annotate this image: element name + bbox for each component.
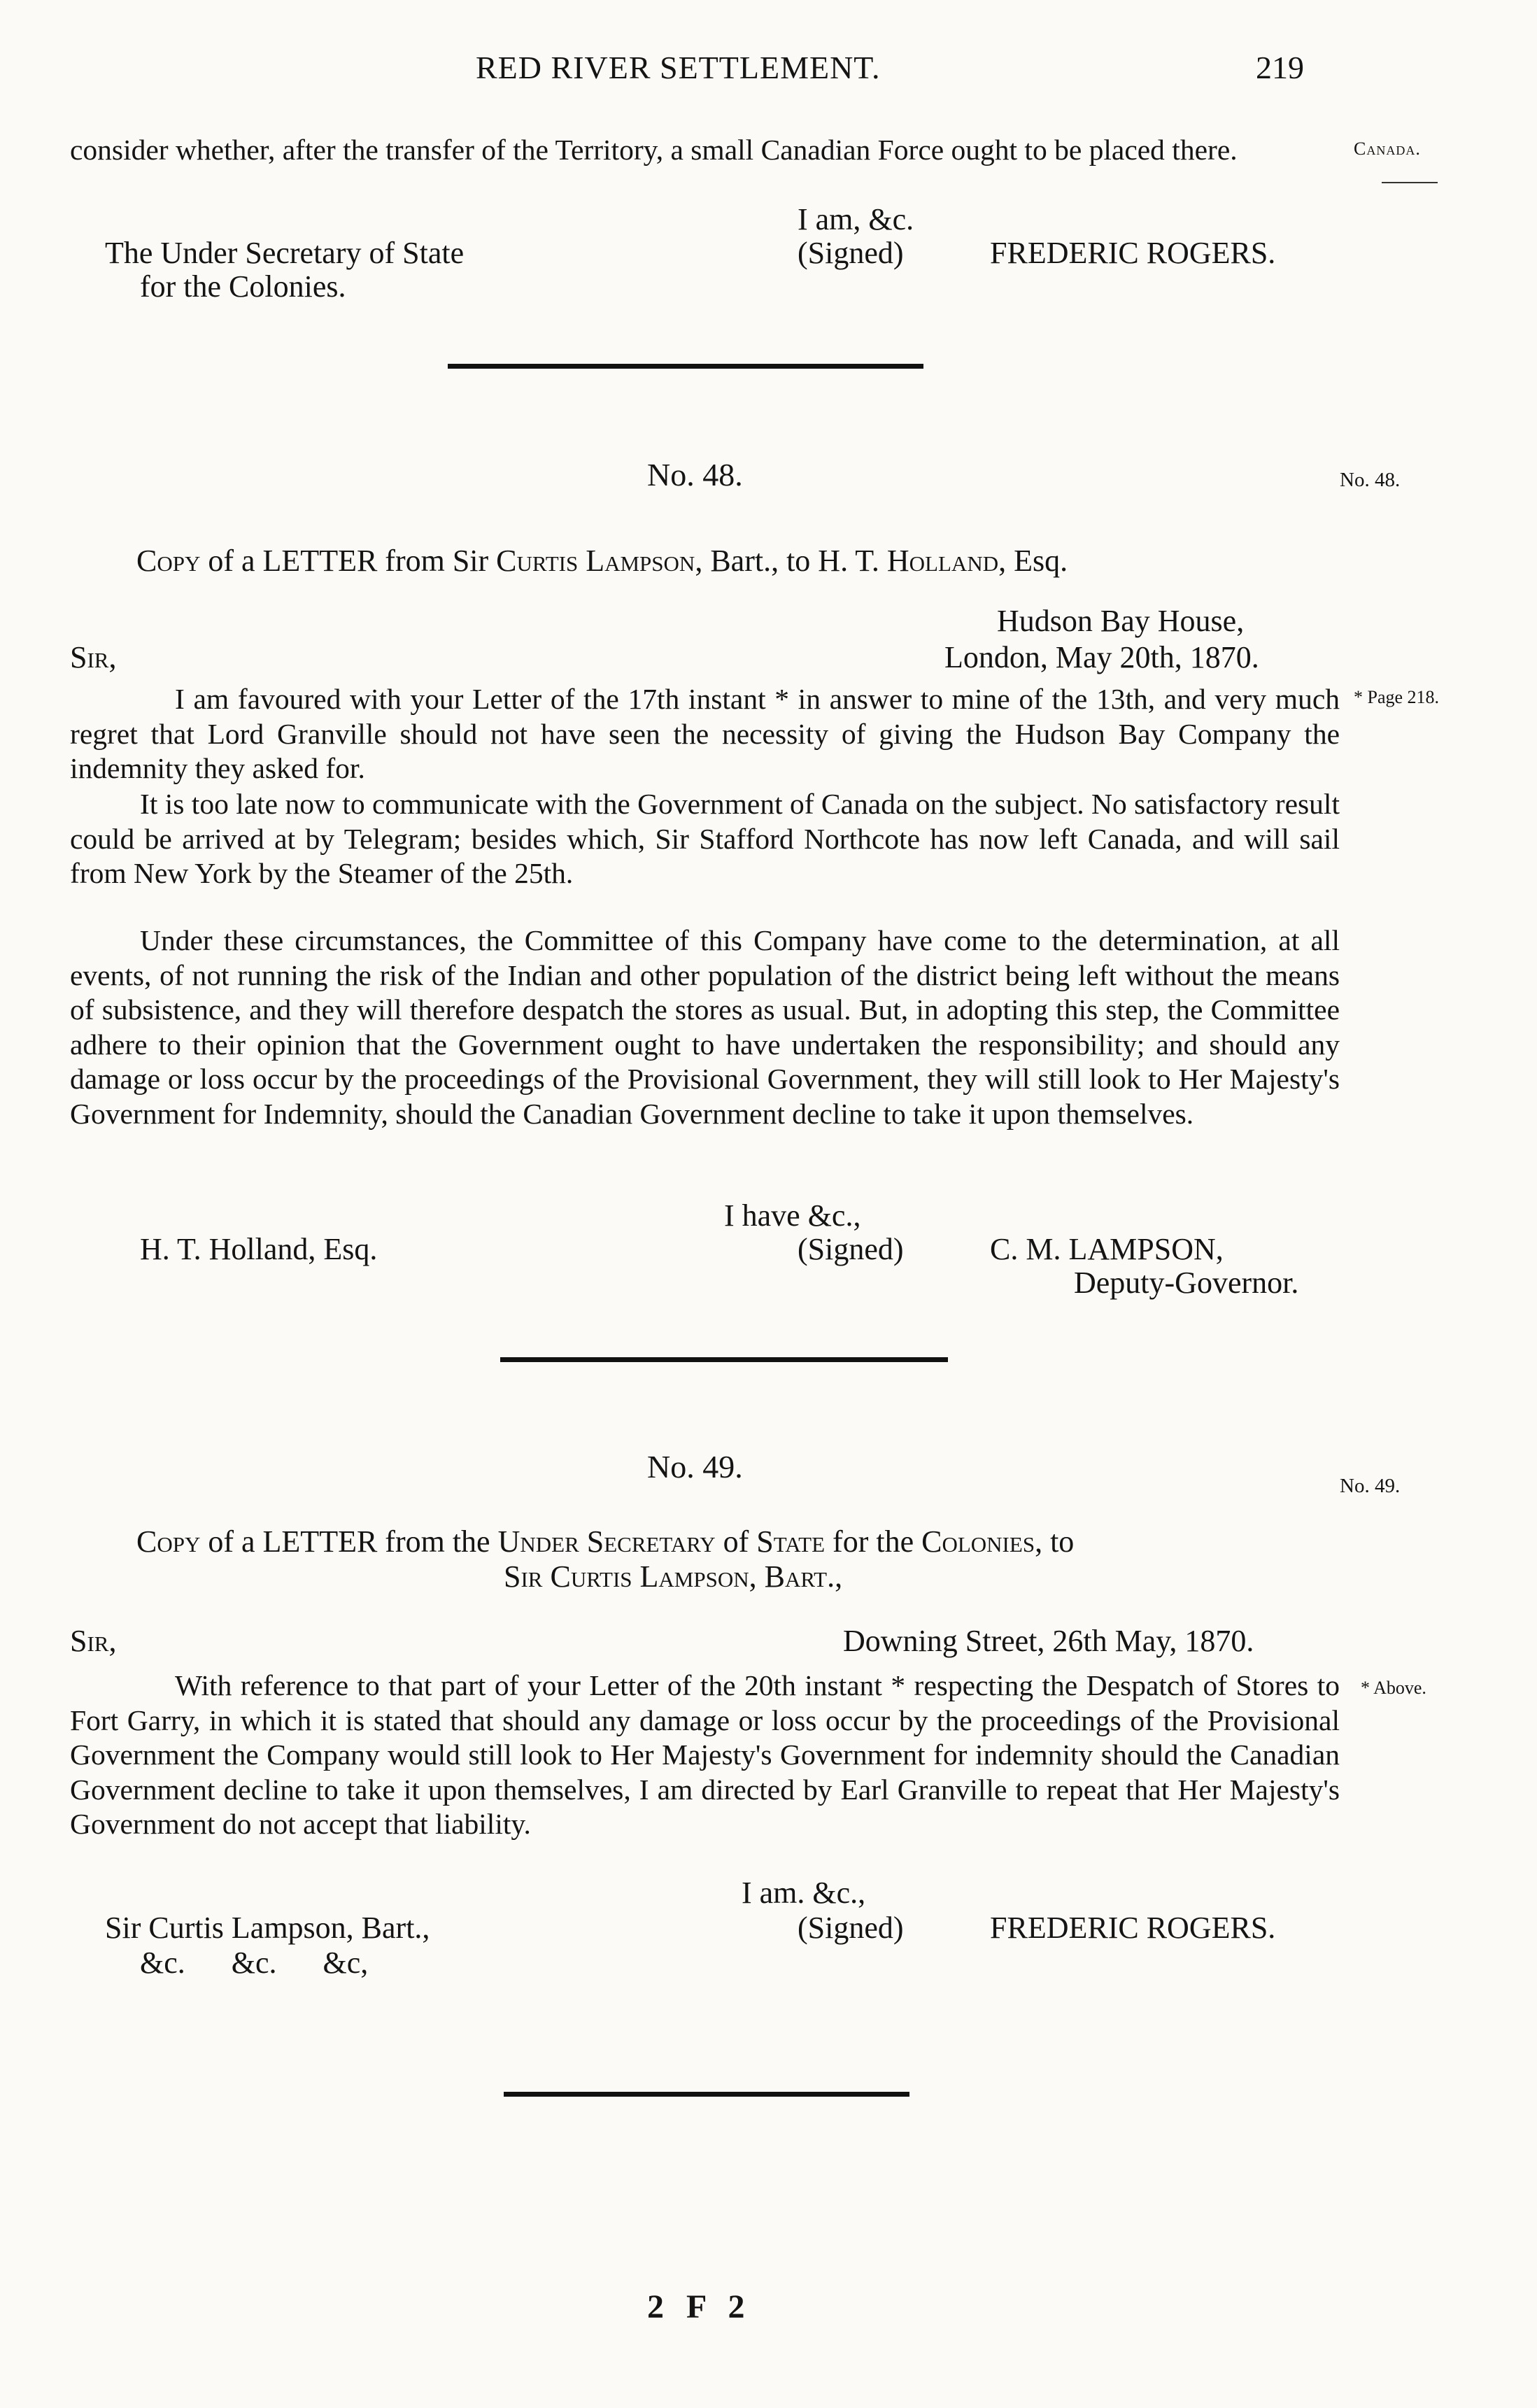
page-number: 219	[1256, 50, 1304, 85]
continuation-paragraph: consider whether, after the transfer of the Territory, a small Canadian Force ought to be placed there.	[70, 134, 1238, 166]
addressee-line-2: &c. &c. &c,	[140, 1946, 369, 1980]
letter-heading-line-1: Copy of a LETTER from the Under Secretary of State for the Colonies, to	[136, 1524, 1075, 1559]
margin-footnote-ref: * Above.	[1361, 1678, 1426, 1698]
paragraph-3: Under these circumstances, the Committee of this Company have come to the determination, at all events, of not running the risk of the Indian and other population of the district being left without the means of subsistence, and they will therefore despatch the stores as usual. But, in adopting this step, the Committee adhere to their opinion that the Government ought to have undertaken the responsibility; and should any damage or loss occur by the proceedings of the Provisional Government, they will still look to Her Majesty's Government for Indemnity, should the Canadian Government decline to take it upon themselves.	[70, 924, 1340, 1130]
paragraph-1: With reference to that part of your Letter of the 20th instant * respecting the Despatch of Stores to Fort Garry, in which it is stated that should any damage or loss occur by the proceedings of the Provisional Government the Company would still look to Her Majesty's Government for indemnity should the Canadian Government decline to take it upon themselves, I am directed by Earl Granville to repeat that Her Majesty's Government do not accept that liability.	[70, 1669, 1340, 1840]
document-number: No. 48.	[647, 457, 743, 493]
signer-name: C. M. LAMPSON,	[990, 1232, 1224, 1266]
section-divider	[504, 2092, 909, 2097]
sender-address: Downing Street, 26th May, 1870.	[843, 1624, 1254, 1658]
document-number: No. 49.	[647, 1449, 743, 1485]
printer-signature-mark: 2 F 2	[647, 2288, 752, 2325]
paragraph-2: It is too late now to communicate with the Government of Canada on the subject. No satisfactory result could be arrived at by Telegram; besides which, Sir Stafford Northcote has now left Canada, and will sail from New York by the Steamer of the 25th.	[70, 788, 1340, 889]
addressee-line-1: Sir Curtis Lampson, Bart.,	[105, 1911, 430, 1945]
signed-label: (Signed)	[798, 1232, 904, 1266]
signer-name: FREDERIC ROGERS.	[990, 236, 1276, 270]
closing: I am, &c.	[798, 202, 914, 236]
addressee-line-1: The Under Secretary of State	[105, 236, 465, 270]
running-header: RED RIVER SETTLEMENT.	[476, 50, 881, 85]
section-divider	[500, 1357, 948, 1362]
margin-note-canada: Canada.	[1354, 139, 1421, 159]
paragraph-1: I am favoured with your Letter of the 17th instant * in answer to mine of the 13th, and very much regret that Lord Granville should not have seen the necessity of giving the Hudson Bay Company the indemnity they asked for.	[70, 683, 1340, 784]
section-divider	[448, 364, 923, 369]
margin-footnote-ref: * Page 218.	[1354, 687, 1440, 707]
margin-document-number: No. 49.	[1340, 1475, 1401, 1497]
sender-address-line-2: London, May 20th, 1870.	[944, 640, 1259, 674]
signer-name: FREDERIC ROGERS.	[990, 1911, 1276, 1945]
addressee-line-2-text: for the Colonies.	[140, 269, 346, 304]
letter-heading: Copy of a LETTER from Sir Curtis Lampson, Bart., to H. T. Holland, Esq.	[136, 544, 1068, 578]
closing: I have &c.,	[724, 1198, 861, 1233]
signed-label: (Signed)	[798, 236, 904, 270]
addressee: H. T. Holland, Esq.	[140, 1232, 378, 1266]
salutation: Sir,	[70, 1624, 117, 1658]
sender-address-line-1: Hudson Bay House,	[997, 604, 1245, 638]
letter-heading-line-2: Sir Curtis Lampson, Bart.,	[504, 1559, 843, 1594]
margin-document-number: No. 48.	[1340, 469, 1401, 491]
signer-title: Deputy-Governor.	[1074, 1266, 1299, 1300]
salutation: Sir,	[70, 640, 117, 674]
margin-divider	[1382, 182, 1438, 183]
closing: I am. &c.,	[742, 1876, 866, 1910]
signed-label: (Signed)	[798, 1911, 904, 1945]
